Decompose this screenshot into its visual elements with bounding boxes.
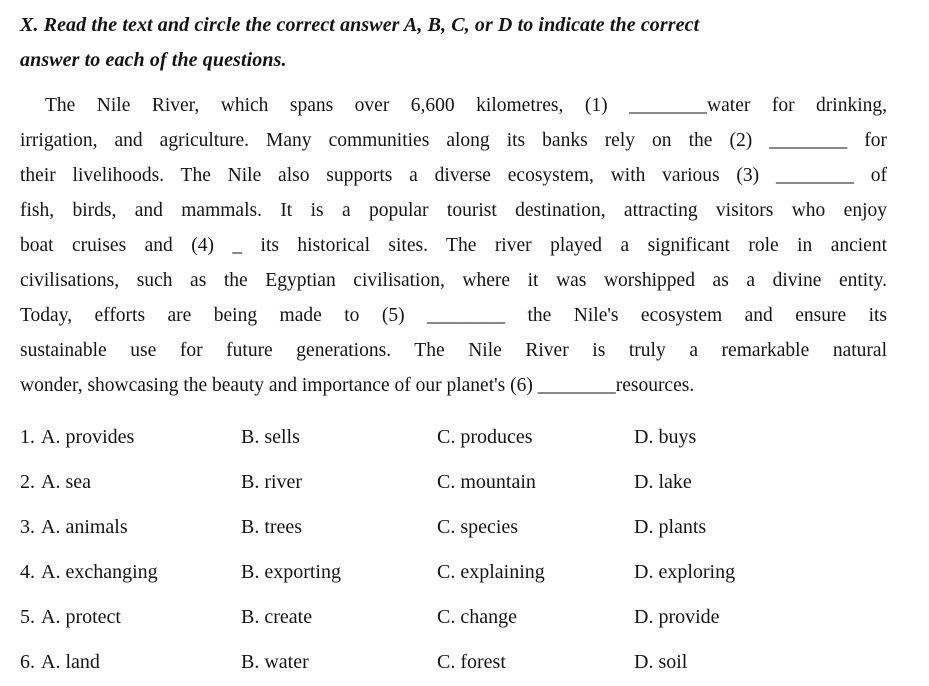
question-2-option-b: B. river — [241, 471, 303, 493]
question-6-option-c: C. forest — [437, 651, 506, 673]
question-number: 2. — [20, 471, 35, 493]
option-label: A. protect — [41, 606, 121, 628]
question-5-option-b: B. create — [241, 606, 313, 628]
question-3-option-d: D. plants — [634, 516, 707, 538]
question-6-option-b: B. water — [241, 651, 309, 673]
option-label: A. sea — [41, 471, 91, 493]
section-heading-line: answer to each of the questions. — [20, 49, 287, 71]
question-number: 4. — [20, 561, 35, 583]
question-4-option-c: C. explaining — [437, 561, 545, 583]
question-4-option-a — [20, 550, 241, 595]
question-3-option-a — [20, 505, 241, 550]
question-4-option-d: D. exploring — [634, 561, 736, 583]
reading-passage — [20, 88, 887, 403]
section-heading-line: X. Read the text and circle the correct answer A, B, C, or D to indicate the correct — [20, 14, 700, 36]
passage-line: civilisations, such as the Egyptian civilisation, where it was worshipped as a divine entity. — [20, 270, 887, 291]
question-2-option-c: C. mountain — [437, 471, 536, 493]
option-label: A. land — [41, 651, 100, 673]
question-5-option-c: C. change — [437, 606, 517, 628]
question-row-4 — [20, 550, 887, 595]
passage-line: fish, birds, and mammals. It is a popular tourist destination, attracting visitors who enjoy — [20, 200, 887, 221]
question-1-option-c: C. produces — [437, 426, 533, 448]
question-5-option-d: D. provide — [634, 606, 720, 628]
section-heading — [20, 8, 887, 78]
question-number: 3. — [20, 516, 35, 538]
passage-line: irrigation, and agriculture. Many communities along its banks rely on the (2) ________ for — [20, 130, 887, 151]
question-1-option-d: D. buys — [634, 426, 697, 448]
question-2-option-d: D. lake — [634, 471, 692, 493]
question-row-6 — [20, 640, 887, 685]
question-6-option-a — [20, 640, 241, 685]
question-row-3 — [20, 505, 887, 550]
question-number: 1. — [20, 426, 35, 448]
question-6-option-d: D. soil — [634, 651, 688, 673]
option-label: A. provides — [41, 426, 135, 448]
question-row-1 — [20, 415, 887, 460]
question-1-option-b: B. sells — [241, 426, 300, 448]
question-number: 6. — [20, 651, 35, 673]
passage-line: Today, efforts are being made to (5) ________ the Nile's ecosystem and ensure its — [20, 305, 887, 326]
passage-line: The Nile River, which spans over 6,600 kilometres, (1) ________water for drinking, — [45, 95, 887, 116]
passage-line: wonder, showcasing the beauty and importance of our planet's (6) ________resources. — [20, 375, 695, 396]
question-1-option-a — [20, 415, 241, 460]
option-label: A. exchanging — [41, 561, 158, 583]
question-number: 5. — [20, 606, 35, 628]
passage-line: sustainable use for future generations. The Nile River is truly a remarkable natural — [20, 340, 887, 361]
question-row-5 — [20, 595, 887, 640]
passage-line: boat cruises and (4) _ its historical sites. The river played a significant role in ancient — [20, 235, 887, 256]
passage-line: their livelihoods. The Nile also supports a diverse ecosystem, with various (3) ________ of — [20, 165, 887, 186]
question-4-option-b: B. exporting — [241, 561, 341, 583]
question-3-option-c: C. species — [437, 516, 519, 538]
question-3-option-b: B. trees — [241, 516, 303, 538]
question-2-option-a — [20, 460, 241, 505]
question-5-option-a — [20, 595, 241, 640]
question-row-2 — [20, 460, 887, 505]
option-label: A. animals — [41, 516, 128, 538]
questions-list — [20, 415, 887, 685]
